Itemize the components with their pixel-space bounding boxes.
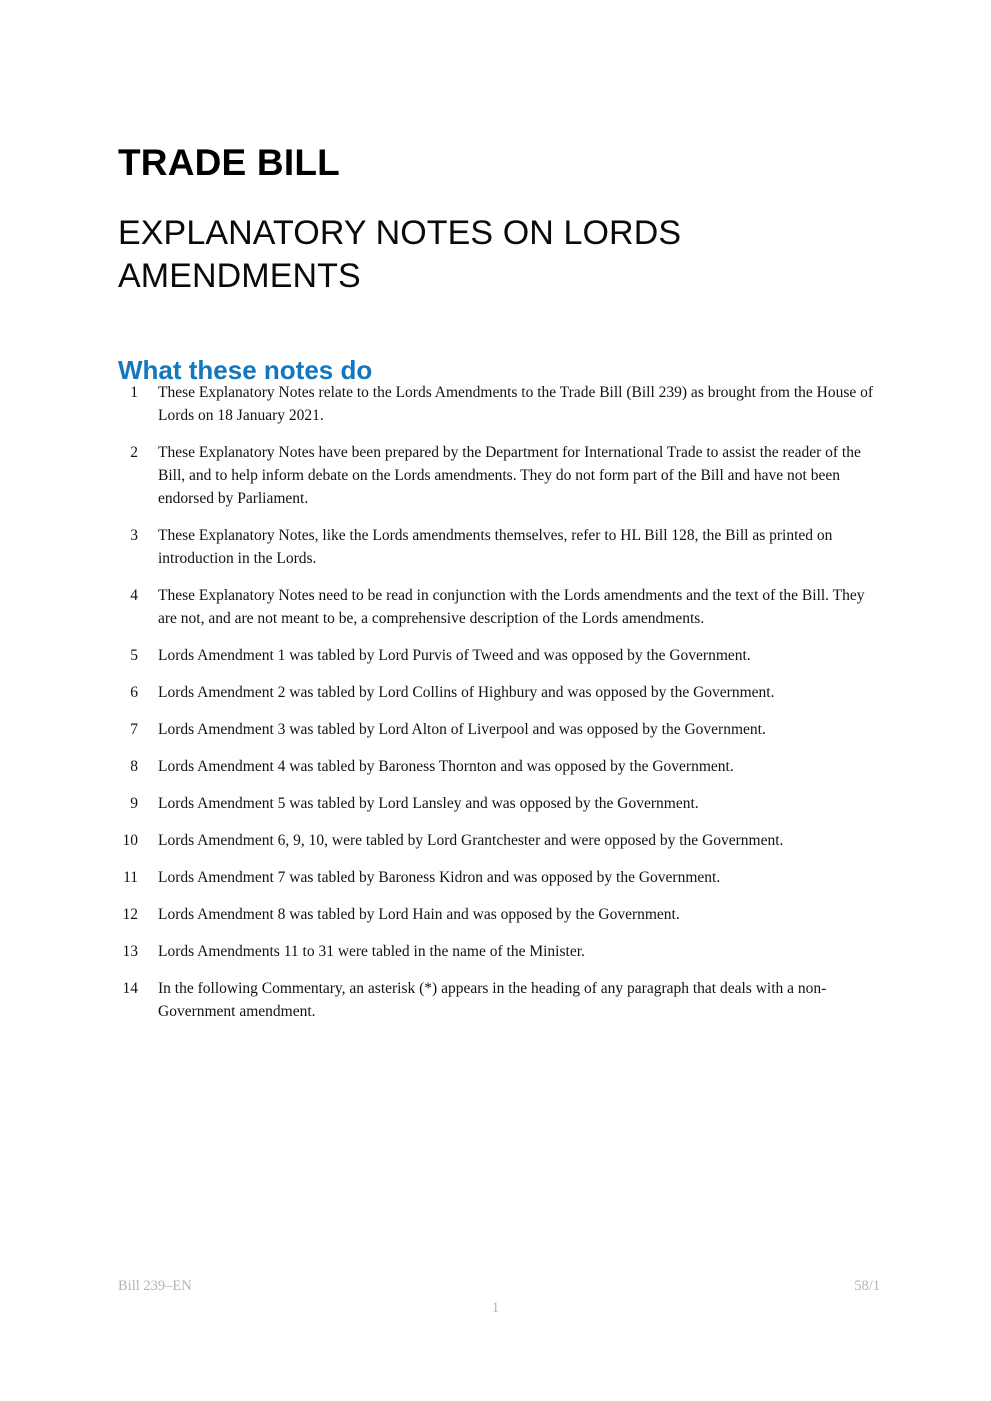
paragraph-text: In the following Commentary, an asterisk (*) appears in the heading of any paragraph that deals with a non-Government amendment. xyxy=(158,980,827,1020)
numbered-paragraph-list xyxy=(118,381,882,1037)
paragraph-text: Lords Amendment 2 was tabled by Lord Collins of Highbury and was opposed by the Government. xyxy=(158,684,775,701)
list-item xyxy=(118,381,882,427)
list-item xyxy=(118,681,882,704)
section-heading-what-these-notes-do: What these notes do xyxy=(118,355,373,385)
paragraph-text: Lords Amendment 6, 9, 10, were tabled by Lord Grantchester and were opposed by the Government. xyxy=(158,832,784,849)
paragraph-number: 5 xyxy=(130,647,138,664)
paragraph-number: 6 xyxy=(130,684,138,701)
paragraph-number: 11 xyxy=(123,869,138,886)
paragraph-number: 2 xyxy=(130,444,138,461)
list-item xyxy=(118,441,882,510)
paragraph-text: Lords Amendment 5 was tabled by Lord Lansley and was opposed by the Government. xyxy=(158,795,699,812)
page-subtitle: EXPLANATORY NOTES ON LORDS AMENDMENTS xyxy=(118,214,682,296)
list-item xyxy=(118,940,882,963)
paragraph-text: These Explanatory Notes have been prepared by the Department for International Trade to assist the reader of the Bill, and to help inform debate on the Lords amendments. They do not form part of the Bill and have not been endorsed by Parliament. xyxy=(158,444,861,507)
paragraph-text: Lords Amendment 1 was tabled by Lord Purvis of Tweed and was opposed by the Government. xyxy=(158,647,751,664)
footer-bill-reference: Bill 239–EN xyxy=(118,1278,192,1294)
list-item xyxy=(118,644,882,667)
paragraph-text: These Explanatory Notes relate to the Lords Amendments to the Trade Bill (Bill 239) as brought from the House of Lords on 18 January 2021. xyxy=(158,384,874,424)
paragraph-text: Lords Amendment 4 was tabled by Baroness Thornton and was opposed by the Government. xyxy=(158,758,734,775)
paragraph-text: These Explanatory Notes, like the Lords amendments themselves, refer to HL Bill 128, the Bill as printed on introduction in the Lords. xyxy=(158,527,833,567)
list-item xyxy=(118,718,882,741)
paragraph-number: 4 xyxy=(130,587,138,604)
paragraph-number: 10 xyxy=(122,832,138,849)
list-item xyxy=(118,977,882,1023)
list-item xyxy=(118,584,882,630)
list-item xyxy=(118,755,882,778)
paragraph-number: 14 xyxy=(122,980,138,997)
footer-document-number: 58/1 xyxy=(854,1278,880,1294)
paragraph-number: 8 xyxy=(130,758,138,775)
paragraph-number: 12 xyxy=(122,906,138,923)
paragraph-number: 7 xyxy=(130,721,138,738)
paragraph-text: Lords Amendment 8 was tabled by Lord Hain and was opposed by the Government. xyxy=(158,906,680,923)
page-title: TRADE BILL xyxy=(118,141,340,183)
paragraph-text: Lords Amendment 7 was tabled by Baroness Kidron and was opposed by the Government. xyxy=(158,869,721,886)
list-item xyxy=(118,866,882,889)
paragraph-text: Lords Amendments 11 to 31 were tabled in the name of the Minister. xyxy=(158,943,585,960)
paragraph-text: Lords Amendment 3 was tabled by Lord Alton of Liverpool and was opposed by the Government. xyxy=(158,721,766,738)
list-item xyxy=(118,829,882,852)
paragraph-number: 9 xyxy=(130,795,138,812)
paragraph-number: 1 xyxy=(130,384,138,401)
list-item xyxy=(118,903,882,926)
list-item xyxy=(118,792,882,815)
paragraph-text: These Explanatory Notes need to be read in conjunction with the Lords amendments and the text of the Bill. They are not, and are not meant to be, a comprehensive description of the Lords amendments. xyxy=(158,587,865,627)
page-number: 1 xyxy=(491,1300,500,1316)
paragraph-number: 13 xyxy=(122,943,138,960)
paragraph-number: 3 xyxy=(130,527,138,544)
list-item xyxy=(118,524,882,570)
